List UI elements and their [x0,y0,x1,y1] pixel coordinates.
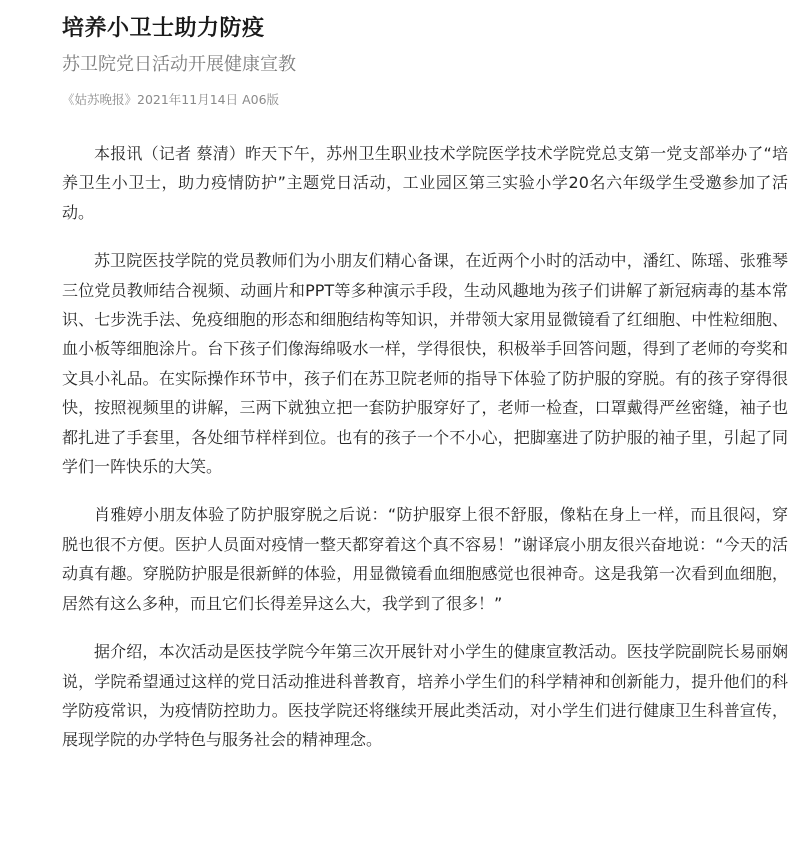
source-line: 《姑苏晚报》2021年11月14日 A06版 [62,92,280,107]
paragraph: 本报讯（记者 蔡清）昨天下午，苏州卫生职业技术学院医学技术学院党总支第一党支部举办了“培养卫生小卫士，助力疫情防护”主题党日活动，工业园区第三实验小学20名六年级学生受邀参加了活动。 [62,144,788,222]
article-body [62,139,788,774]
paragraph: 苏卫院医技学院的党员教师们为小朋友们精心备课，在近两个小时的活动中，潘红、陈瑶、张雅琴三位党员教师结合视频、动画片和PPT等多种演示手段，生动风趣地为孩子们讲解了新冠病毒的基本常识、七步洗手法、免疫细胞的形态和细胞结构等知识，并带领大家用显微镜看了红细胞、中性粒细胞、血小板等细胞涂片。台下孩子们像海绵吸水一样，学得很快，积极举手回答问题，得到了老师的夸奖和文具小礼品。在实际操作环节中，孩子们在苏卫院老师的指导下体验了防护服的穿脱。有的孩子穿得很快，按照视频里的讲解，三两下就独立把一套防护服穿好了，老师一检查，口罩戴得严丝密缝，袖子也都扎进了手套里，各处细节样样到位。也有的孩子一个不小心，把脚塞进了防护服的袖子里，引起了同学们一阵快乐的大笑。 [62,251,788,477]
paragraph: 肖雅婷小朋友体验了防护服穿脱之后说：“防护服穿上很不舒服，像粘在身上一样，而且很闷，穿脱也很不方便。医护人员面对疫情一整天都穿着这个真不容易！”谢译宸小朋友很兴奋地说：“今天的活动真有趣。穿脱防护服是很新鲜的体验，用显微镜看血细胞感觉也很神奇。这是我第一次看到血细胞，居然有这么多种，而且它们长得差异这么大，我学到了很多！” [62,505,788,613]
paragraph: 据介绍，本次活动是医技学院今年第三次开展针对小学生的健康宣教活动。医技学院副院长易丽娴说，学院希望通过这样的党日活动推进科普教育，培养小学生们的科学精神和创新能力，提升他们的科学防疫常识，为疫情防控助力。医技学院还将继续开展此类活动，对小学生们进行健康卫生科普宣传，展现学院的办学特色与服务社会的精神理念。 [62,642,788,750]
article-title: 培养小卫士助力防疫 [62,16,265,41]
article-subtitle: 苏卫院党日活动开展健康宣教 [62,54,296,75]
